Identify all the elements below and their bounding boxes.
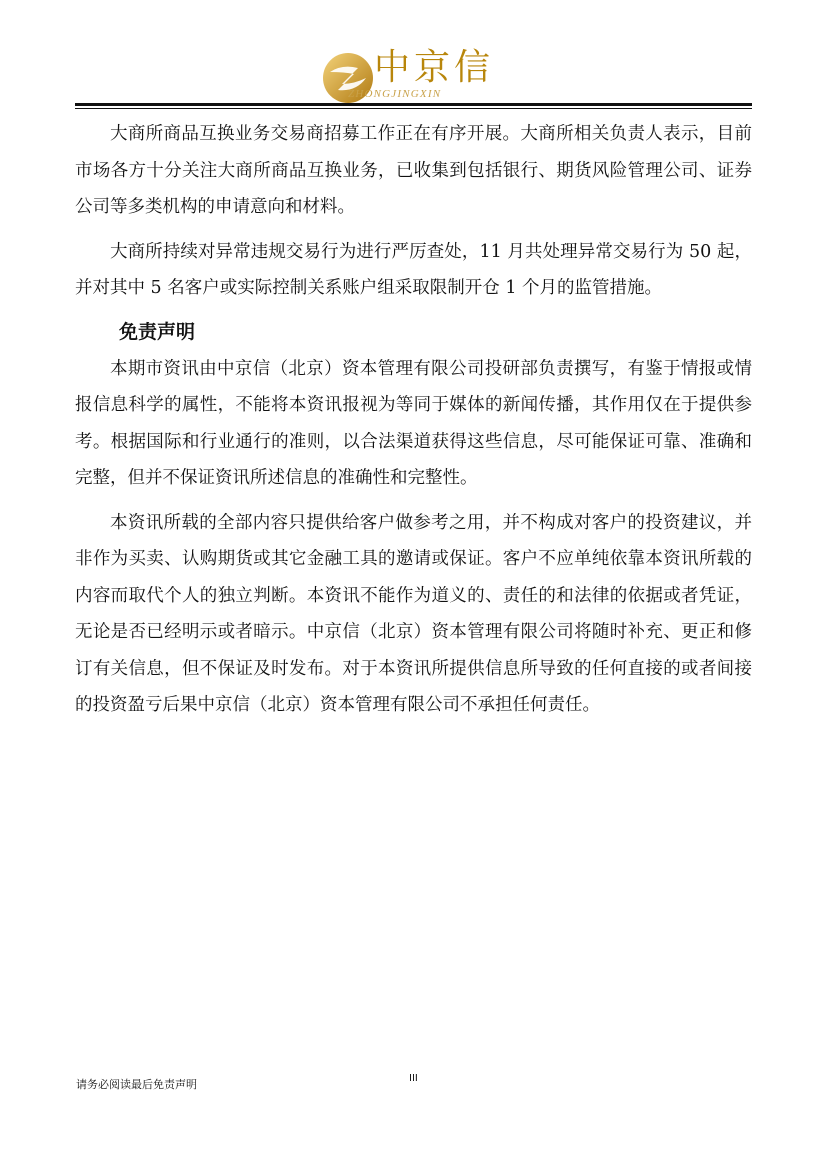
page-header <box>0 0 827 108</box>
footer-disclaimer-note: 请务必阅读最后免责声明 <box>76 1078 197 1091</box>
header-rule-thin <box>75 108 752 109</box>
logo-wordmark: 中京信 <box>374 47 495 88</box>
news-paragraph-abnormal-trading: 大商所持续对异常违规交易行为进行严厉查处，11 月共处理异常交易行为 50 起，并对其中 5 名客户或实际控制关系账户组采取限制开仓 1 个月的监管措施。 <box>75 241 752 298</box>
disclaimer-heading: 免责声明 <box>119 320 196 343</box>
company-logo <box>320 48 520 106</box>
document-body <box>75 116 752 732</box>
header-rule-thick <box>75 103 752 106</box>
disclaimer-paragraph: 本资讯所载的全部内容只提供给客户做参考之用，并不构成对客户的投资建议，并非作为买卖、认购期货或其它金融工具的邀请或保证。客户不应单纯依靠本资讯所载的内容而取代个人的独立判断。本资讯不能作为道义的、责任的和法律的依据或者凭证，无论是否已经明示或者暗示。中京信（北京）资本管理有限公司将随时补充、更正和修订有关信息，但不保证及时发布。对于本资讯所提供信息所导致的任何直接的或者间接的投资盈亏后果中京信（北京）资本管理有限公司不承担任何责任。 <box>75 512 752 715</box>
page-number: III <box>409 1073 418 1084</box>
news-paragraph-swap-business: 大商所商品互换业务交易商招募工作正在有序开展。大商所相关负责人表示，目前市场各方十分关注大商所商品互换业务，已收集到包括银行、期货风险管理公司、证券公司等多类机构的申请意向和材料。 <box>75 124 752 217</box>
logo-subtitle: ZHONGJINGXIN <box>348 88 442 100</box>
disclaimer-paragraph: 本期市资讯由中京信（北京）资本管理有限公司投研部负责撰写，有鉴于情报或情报信息科学的属性，不能将本资讯报视为等同于媒体的新闻传播，其作用仅在于提供参考。根据国际和行业通行的准则，以合法渠道获得这些信息，尽可能保证可靠、准确和完整，但并不保证资讯所述信息的准确性和完整性。 <box>75 358 752 488</box>
